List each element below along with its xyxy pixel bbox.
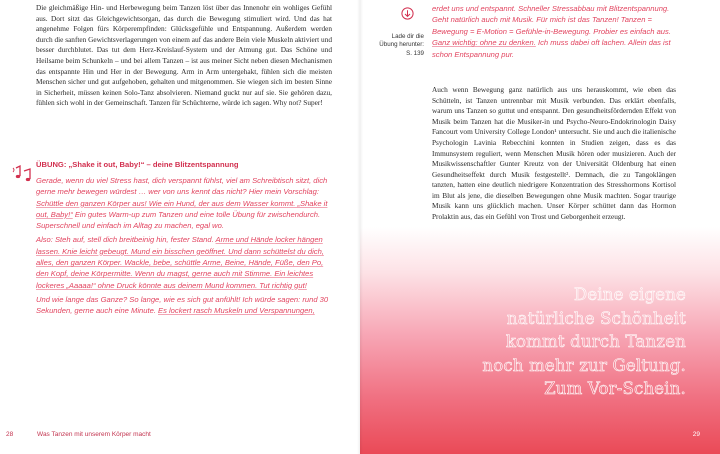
highlighted-text: Schüttle den ganzen Körper aus! Wie ein Hund, der aus dem Wasser kommt. „Shake it out, Baby!“ <box>36 198 328 219</box>
left-body-text: Die gleichmäßige Hin- und Herbewegung beim Tanzen löst über das Innenohr ein wohliges Gefühl aus. Dort sitzt das Gleichgewichtsorgan, das durch die Bewegung stimuliert wird. Und das hat angenehme Folgen fürs Körperempfinden: Glücksgefühle und Entspannung. Außerdem werden durch die sanften Gewichtsverlagerungen von einem auf das andere Bein viele Muskeln aktiviert und besser durchblutet. Das tut dem Herz-Kreislauf-System und der Atmung gut. Das Schöne und Heilsame beim Schunkeln – und bei allem Tanzen – ist aus meiner Sicht neben diesen Mechanismen das entspannte Hin und Her in der Bewegung. Arm in Arm untergehakt, fühlen sich die meisten Menschen sicher und gut aufgehoben, gehalten und mitgenommen. Sie wiegen sich im besten Sinne in Sicherheit, müssen keinen Solo-Tanz absolvieren. Niemand guckt nur auf sie. Sie gehören dazu, fühlen sich wohl in der Gemeinschaft. Tanzen für Schüchterne, würde ich sagen. Why not? Super! <box>36 3 332 108</box>
exercise-heading <box>36 160 332 169</box>
quote-line: kommt durch Tanzen <box>505 332 686 352</box>
highlighted-text: Ganz wichtig: ohne zu denken. <box>432 38 536 48</box>
left-footer <box>6 431 151 438</box>
exercise-paragraph-2 <box>36 234 332 290</box>
exercise-title: „Shake it out, Baby!“ – deine Blitzentspannung <box>68 160 239 169</box>
exercise-text: Ich muss dabei oft lachen. Allein das ist schon Entspannung pur. <box>432 38 671 59</box>
music-notes-icon <box>11 162 33 184</box>
quote-line: Deine eigene <box>573 285 686 304</box>
exercise-box <box>36 160 332 320</box>
quote-line: Zum Vor-Schein. <box>544 379 686 399</box>
page-number-left: 28 <box>6 431 14 438</box>
quote-line: natürliche Schönheit <box>506 308 686 328</box>
pull-quote <box>362 283 686 401</box>
download-note: Lade dir die Übung herunter: S. 139 <box>379 33 424 57</box>
exercise-paragraph-1 <box>36 175 332 231</box>
quote-line: noch mehr zur Geltung. <box>482 355 686 375</box>
exercise-text: Und wie lange das Ganze? So lange, wie es sich gut anfühlt! Ich würde sagen: rund 30 Sekunden, gerne auch eine Minute. <box>36 294 329 316</box>
running-title: Was Tanzen mit unserem Körper macht <box>37 431 151 438</box>
exercise-text: Ein gutes Warm-up zum Tanzen und eine tolle Übung für zwischendurch. Superschnell und einfach im Alltag zu machen, egal wo. <box>36 209 321 231</box>
exercise-label: ÜBUNG: <box>36 160 67 169</box>
arrow-down-circle-icon <box>401 7 414 20</box>
right-exercise-continuation <box>432 3 672 61</box>
exercise-text: erdet uns und entspannt. Schneller Stressabbau mit Blitzentspannung. Geht natürlich auch mit Musik. Für mich ist das Tanzen! Tanzen = Bewegung = E-Motion = Gefühle-in-Bewegung. Probier es einfach aus. <box>432 3 671 36</box>
highlighted-text: Es lockert rasch Muskeln und Verspannungen, <box>158 306 315 316</box>
exercise-paragraph-3 <box>36 294 332 317</box>
right-body-text: Auch wenn Bewegung ganz natürlich aus uns herauskommt, wie eben das Schütteln, ist Tanzen untrennbar mit Musik verbunden. Das erklärt ebenfalls, warum uns Tanzen so guttut und entspannt. Den gesundheitsfördernden Effekt von Musik beim Tanzen hat die Musiker-in und Psycho-Neuro-Endokrinologin Daisy Fancourt vom University College London¹ untersucht. Sie und auch die italienische Psychologin Lavinia Rebecchini konnten in Studien zeigen, dass es das Immunsystem reguliert, wenn Menschen Musik hören oder musizieren. Auch der Musikwissenschaftler Gunter Kreutz von der Universität Oldenburg hat einen Gesundheitseffekt durch Musik festgestellt². Demnach, die zu Tangoklängen tanzten, hatten eine deutlich niedrigere Konzentration des Stresshormons Kortisol im Blut als jene, die dieselben Bewegungen ohne Musik machten. Sogar traurige Musik kann uns glücklich machen. Unser Körper schüttet dann das Hormon Prolaktin aus, das ein Gefühl von Trost und Geborgenheit erzeugt. <box>432 85 676 221</box>
exercise-text: Gerade, wenn du viel Stress hast, dich verspannt fühlst, viel am Schreibtisch sitzt, dich gerne mehr bewegen würdest … wer von uns kennt das nicht? Hier mein Vorschlag: <box>36 176 328 197</box>
exercise-text: Also: Steh auf, stell dich breitbeinig hin, fester Stand. <box>36 235 216 245</box>
page-number-right: 29 <box>692 431 700 438</box>
highlighted-text: Arme und Hände locker hängen lassen. Knie leicht gebeugt. Mund ein bisschen geöffnet. Und dann schüttelst du dich, alles, den ganzen Körper. Wackle, bebe, schüttle Arme, Beine, Hände, Füße, den Po, den Kopf, deine Körpermitte. Wenn du magst, gerne auch mit Stimme. Ein leichtes lockeres „Aaaaa!“ ohne Druck könnte aus deinem Mund kommen. Tut richtig gut! <box>36 235 324 290</box>
